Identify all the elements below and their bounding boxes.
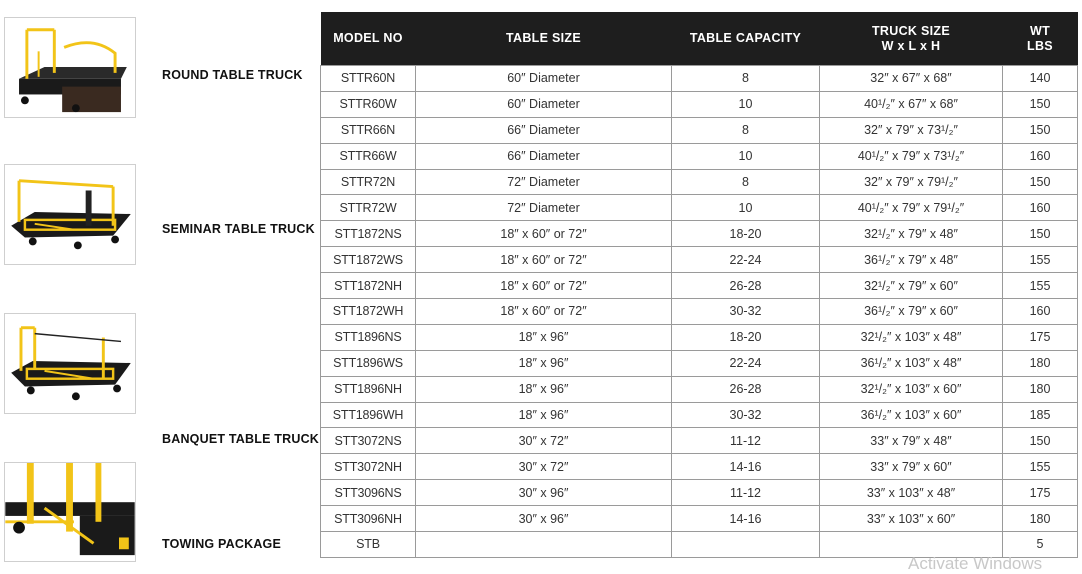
category-seminar-table-truck: SEMINAR TABLE TRUCK: [162, 222, 315, 236]
truck-size-cell: 40¹/₂″ x 79″ x 73¹/₂″: [820, 143, 1003, 169]
weight-cell: 150: [1003, 91, 1078, 117]
table-size-cell: 66″ Diameter: [416, 117, 672, 143]
weight-cell: 180: [1003, 376, 1078, 402]
model-cell: STT1872WH: [321, 299, 416, 325]
table-row: [321, 221, 1078, 247]
category-round-table-truck: ROUND TABLE TRUCK: [162, 68, 303, 82]
weight-cell: 160: [1003, 195, 1078, 221]
truck-size-cell: 32¹/₂″ x 103″ x 60″: [820, 376, 1003, 402]
seminar-table-truck-illustration: [5, 165, 135, 264]
weight-cell: 150: [1003, 428, 1078, 454]
truck-size-cell: 40¹/₂″ x 67″ x 68″: [820, 91, 1003, 117]
truck-size-cell: 36¹/₂″ x 103″ x 60″: [820, 402, 1003, 428]
capacity-cell: 18-20: [672, 324, 820, 350]
truck-size-cell: 32″ x 67″ x 68″: [820, 66, 1003, 92]
truck-size-cell: 36¹/₂″ x 79″ x 60″: [820, 299, 1003, 325]
table-row: [321, 480, 1078, 506]
weight-cell: 185: [1003, 402, 1078, 428]
spec-table: [320, 12, 1078, 558]
weight-cell: 180: [1003, 506, 1078, 532]
model-cell: STT1896NH: [321, 376, 416, 402]
header-truck-size-line1: TRUCK SIZE: [872, 23, 950, 38]
table-size-cell: 18″ x 60″ or 72″: [416, 299, 672, 325]
table-row: [321, 195, 1078, 221]
table-size-cell: 30″ x 96″: [416, 506, 672, 532]
weight-cell: 160: [1003, 299, 1078, 325]
capacity-cell: 8: [672, 169, 820, 195]
round-table-truck-illustration: [5, 18, 135, 117]
weight-cell: 180: [1003, 350, 1078, 376]
weight-cell: 150: [1003, 117, 1078, 143]
category-towing-package: TOWING PACKAGE: [162, 537, 282, 551]
weight-cell: 155: [1003, 273, 1078, 299]
capacity-cell: 30-32: [672, 402, 820, 428]
capacity-cell: 26-28: [672, 273, 820, 299]
capacity-cell: 22-24: [672, 350, 820, 376]
seminar-table-truck-photo-2: [4, 313, 136, 414]
table-size-cell: 18″ x 96″: [416, 350, 672, 376]
capacity-cell: 14-16: [672, 454, 820, 480]
truck-size-cell: 33″ x 79″ x 48″: [820, 428, 1003, 454]
header-wt-line2: LBS: [1027, 38, 1053, 53]
header-truck-size-line2: W x L x H: [881, 38, 941, 53]
truck-size-cell: 33″ x 103″ x 60″: [820, 506, 1003, 532]
table-row: [321, 299, 1078, 325]
capacity-cell: 30-32: [672, 299, 820, 325]
table-size-cell: 18″ x 96″: [416, 324, 672, 350]
model-cell: STTR66N: [321, 117, 416, 143]
capacity-cell: 8: [672, 117, 820, 143]
weight-cell: 150: [1003, 169, 1078, 195]
model-cell: STTR66W: [321, 143, 416, 169]
weight-cell: 5: [1003, 532, 1078, 558]
header-wt-line1: WT: [1029, 23, 1051, 38]
table-row: [321, 247, 1078, 273]
activate-windows-watermark: Activate Windows: [908, 554, 1043, 573]
model-cell: STT1896WH: [321, 402, 416, 428]
table-row: [321, 273, 1078, 299]
table-size-cell: 18″ x 60″ or 72″: [416, 221, 672, 247]
table-row: [321, 454, 1078, 480]
table-row: [321, 117, 1078, 143]
table-size-cell: 72″ Diameter: [416, 195, 672, 221]
capacity-cell: 10: [672, 143, 820, 169]
model-cell: STTR72N: [321, 169, 416, 195]
table-row: [321, 506, 1078, 532]
category-banquet-table-truck: BANQUET TABLE TRUCK: [162, 432, 320, 446]
header-wt-lbs: [1003, 12, 1078, 66]
seminar-table-truck-photo-1: [4, 164, 136, 265]
table-size-cell: 72″ Diameter: [416, 169, 672, 195]
table-size-cell: [416, 532, 672, 558]
capacity-cell: 11-12: [672, 480, 820, 506]
table-size-cell: 60″ Diameter: [416, 91, 672, 117]
table-size-cell: 30″ x 96″: [416, 480, 672, 506]
truck-size-cell: 32″ x 79″ x 79¹/₂″: [820, 169, 1003, 195]
truck-size-cell: 40¹/₂″ x 79″ x 79¹/₂″: [820, 195, 1003, 221]
banquet-table-truck-photo: [4, 462, 136, 562]
table-size-cell: 18″ x 96″: [416, 402, 672, 428]
table-row: [321, 143, 1078, 169]
weight-cell: 175: [1003, 324, 1078, 350]
weight-cell: 140: [1003, 66, 1078, 92]
truck-size-cell: 32¹/₂″ x 79″ x 48″: [820, 221, 1003, 247]
weight-cell: 155: [1003, 454, 1078, 480]
table-row: [321, 91, 1078, 117]
table-size-cell: 30″ x 72″: [416, 454, 672, 480]
capacity-cell: 14-16: [672, 506, 820, 532]
model-cell: STT1896WS: [321, 350, 416, 376]
model-cell: STT1872WS: [321, 247, 416, 273]
model-cell: STTR60W: [321, 91, 416, 117]
weight-cell: 175: [1003, 480, 1078, 506]
header-model-no: MODEL NO: [321, 12, 416, 66]
weight-cell: 155: [1003, 247, 1078, 273]
table-size-cell: 18″ x 60″ or 72″: [416, 247, 672, 273]
model-cell: STT3072NS: [321, 428, 416, 454]
model-cell: STT3072NH: [321, 454, 416, 480]
truck-size-cell: 33″ x 79″ x 60″: [820, 454, 1003, 480]
header-truck-size: [820, 12, 1003, 66]
capacity-cell: 22-24: [672, 247, 820, 273]
round-table-truck-photo: [4, 17, 136, 118]
table-size-cell: 30″ x 72″: [416, 428, 672, 454]
weight-cell: 160: [1003, 143, 1078, 169]
header-row: [321, 12, 1078, 66]
capacity-cell: 10: [672, 91, 820, 117]
model-cell: STTR72W: [321, 195, 416, 221]
truck-size-cell: 32″ x 79″ x 73¹/₂″: [820, 117, 1003, 143]
table-row: [321, 66, 1078, 92]
table-row: [321, 350, 1078, 376]
capacity-cell: 26-28: [672, 376, 820, 402]
table-size-cell: 18″ x 96″: [416, 376, 672, 402]
truck-size-cell: 32¹/₂″ x 79″ x 60″: [820, 273, 1003, 299]
model-cell: STTR60N: [321, 66, 416, 92]
model-cell: STT1872NH: [321, 273, 416, 299]
table-row: [321, 376, 1078, 402]
seminar-table-truck-long-illustration: [5, 314, 135, 413]
capacity-cell: [672, 532, 820, 558]
table-size-cell: 66″ Diameter: [416, 143, 672, 169]
table-row: [321, 169, 1078, 195]
truck-size-cell: 33″ x 103″ x 48″: [820, 480, 1003, 506]
model-cell: STT1896NS: [321, 324, 416, 350]
table-row: [321, 428, 1078, 454]
header-table-capacity: TABLE CAPACITY: [672, 12, 820, 66]
capacity-cell: 8: [672, 66, 820, 92]
capacity-cell: 10: [672, 195, 820, 221]
capacity-cell: 18-20: [672, 221, 820, 247]
truck-size-cell: 36¹/₂″ x 103″ x 48″: [820, 350, 1003, 376]
model-cell: STT3096NH: [321, 506, 416, 532]
table-size-cell: 18″ x 60″ or 72″: [416, 273, 672, 299]
table-size-cell: 60″ Diameter: [416, 66, 672, 92]
capacity-cell: 11-12: [672, 428, 820, 454]
banquet-table-truck-illustration: [5, 463, 135, 561]
truck-size-cell: 36¹/₂″ x 79″ x 48″: [820, 247, 1003, 273]
table-row: [321, 324, 1078, 350]
model-cell: STT1872NS: [321, 221, 416, 247]
table-row: [321, 402, 1078, 428]
model-cell: STT3096NS: [321, 480, 416, 506]
truck-size-cell: 32¹/₂″ x 103″ x 48″: [820, 324, 1003, 350]
model-cell: STB: [321, 532, 416, 558]
weight-cell: 150: [1003, 221, 1078, 247]
header-table-size: TABLE SIZE: [416, 12, 672, 66]
